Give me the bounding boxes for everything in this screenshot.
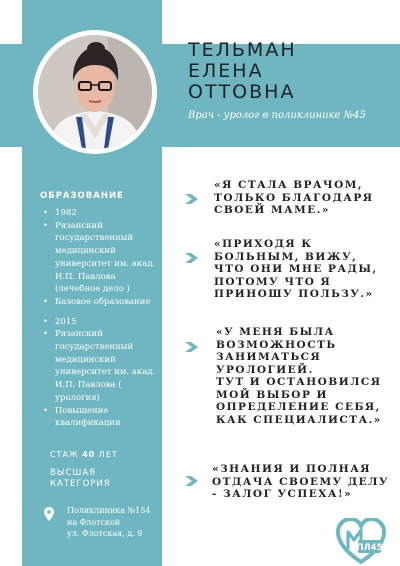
name-line-surname: ТЕЛЬМАН [188,39,297,61]
logo-text: ПЛ45 [356,543,383,553]
quote-line: БОЛЬНЫМ, ВИЖУ, [214,250,358,263]
experience-line [50,450,118,459]
quote-line: «У МЕНЯ БЫЛА [216,326,335,338]
quote-line: СВОЕЙ МАМЕ.» [214,204,330,216]
education-item: • 2015 [40,316,162,329]
quote-line: ОПРЕДЕЛЕНИЕ СЕБЯ, [216,401,381,413]
quote-line: ЧТО ОНИ МНЕ РАДЫ, [214,263,378,275]
clinic-address [67,505,150,540]
doctor-portrait [38,35,152,149]
chevron-arrow-icon [185,476,198,486]
quote-block-1 [214,179,374,217]
doctor-name [188,40,388,103]
quote-line: «Я СТАЛА ВРАЧОМ, [214,179,364,191]
experience-prefix: СТАЖ [50,450,79,459]
quote-line: ВОЗМОЖНОСТЬ [216,338,337,351]
education-item: • Повышение квалификации [40,405,162,430]
address-line-2: на Флотской [67,517,121,527]
education-heading: ОБРАЗОВАНИЕ [40,191,124,201]
quote-line: ПОТОМУ ЧТО Я [214,275,332,288]
education-item: • Базовое образование [40,296,162,309]
quote-line: - ЗАЛОГ УСПЕХА!» [212,488,353,500]
quote-line: ТУТ И ОСТАНОВИЛСЯ [216,376,382,388]
education-item: • 1982 [40,207,162,220]
chevron-arrow-icon [185,194,198,204]
quote-line: «ПРИХОДЯ К [214,238,313,250]
quote-line: УРОЛОГИЕЙ. [216,363,314,376]
category-block [50,468,111,490]
address-line-3: ул. Флотская, д. 9 [67,529,143,538]
chevron-arrow-icon [185,342,198,352]
quote-line: ОТДАЧА СВОЕМУ ДЕЛУ [212,475,389,488]
quote-line: КАК СПЕЦИАЛИСТА.» [216,413,382,426]
quote-line: ЗАНИМАТЬСЯ [216,351,322,363]
category-line-2: КАТЕГОРИЯ [50,479,111,489]
name-line-first: ЕЛЕНА [188,60,264,82]
location-pin-icon [44,507,54,521]
address-line-1: Поликлиника №154 [67,506,151,515]
education-item: • Рязанский государственный медицинский университет им. акад. И.П. Павлова ( урология) [40,328,162,404]
quote-line: МОЙ ВЫБОР И [216,388,328,401]
chevron-arrow-icon [185,253,198,263]
clinic-logo [336,518,386,564]
name-line-patronymic: ОТТОВНА [188,81,296,103]
quote-line: ПРИНОШУ ПОЛЬЗУ.» [214,288,374,300]
quote-block-4 [212,463,389,501]
quote-line: ТОЛЬКО БЛАГОДАРЯ [214,191,374,204]
experience-years: 40 [82,450,96,459]
category-line-1: ВЫСШАЯ [50,468,97,478]
education-item: • Рязанский государственный медицинский университет им. акад. И.П. Павлова (лечебное дело ) [40,220,162,296]
education-list [40,207,162,430]
experience-suffix: ЛЕТ [98,450,118,459]
quote-block-2 [214,238,378,301]
doctor-position: Врач - уролог в поликлинике №45 [188,110,366,121]
quote-line: «ЗНАНИЯ И ПОЛНАЯ [212,463,372,475]
quote-block-3 [216,326,382,426]
